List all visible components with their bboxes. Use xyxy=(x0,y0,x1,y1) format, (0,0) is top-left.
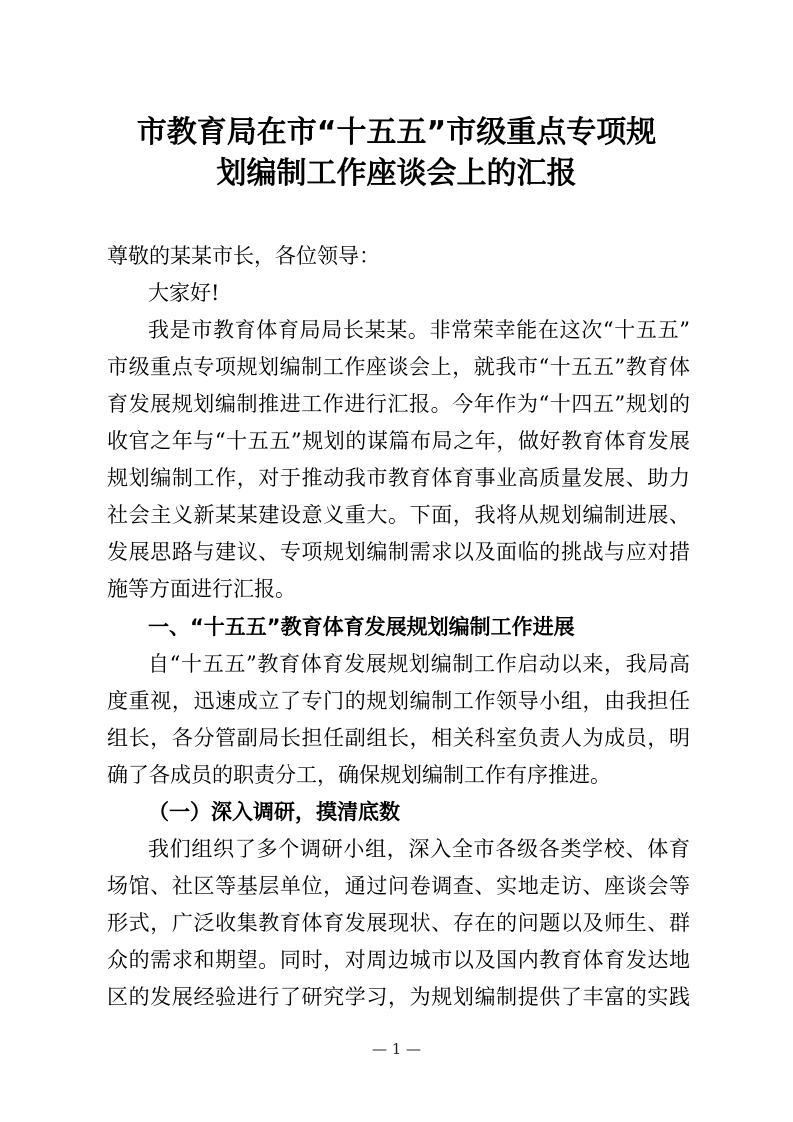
document-title-line-2: 划编制工作座谈会上的汇报 xyxy=(216,156,577,191)
paragraph-line: 市级重点专项规划编制工作座谈会上，就我市“十五五”教育体 xyxy=(107,355,690,379)
paragraph-line: 度重视，迅速成立了专门的规划编制工作领导小组，由我担任 xyxy=(107,689,690,713)
paragraph-line: 我们组织了多个调研小组，深入全市各级各类学校、体育 xyxy=(148,837,690,861)
paragraph-line: 场馆、社区等基层单位，通过问卷调查、实地走访、座谈会等 xyxy=(107,874,690,898)
paragraph-line: 众的需求和期望。同时，对周边城市以及国内教育体育发达地 xyxy=(107,948,690,972)
paragraph-line: 施等方面进行汇报。 xyxy=(107,577,296,601)
paragraph-line: 我是市教育体育局局长某某。非常荣幸能在这次“十五五” xyxy=(148,318,690,342)
salutation: 尊敬的某某市长，各位领导： xyxy=(107,244,380,268)
page-number: — 1 — xyxy=(371,1040,422,1058)
paragraph-line: 确了各成员的职责分工，确保规划编制工作有序推进。 xyxy=(107,763,611,787)
paragraph-line: 社会主义新某某建设意义重大。下面，我将从规划编制进展、 xyxy=(107,503,690,527)
paragraph-line: 自“十五五”教育体育发展规划编制工作启动以来，我局高 xyxy=(148,652,690,676)
subsection-heading-1: （一）深入调研，摸清底数 xyxy=(148,800,400,824)
document-title-line-1: 市教育局在市“十五五”市级重点专项规 xyxy=(136,115,657,150)
paragraph-line: 收官之年与“十五五”规划的谋篇布局之年，做好教育体育发展 xyxy=(107,429,690,453)
section-heading-1: 一、“十五五”教育体育发展规划编制工作进展 xyxy=(148,615,575,639)
paragraph-line: 组长，各分管副局长担任副组长，相关科室负责人为成员，明 xyxy=(107,726,690,750)
paragraph-line: 形式，广泛收集教育体育发展现状、存在的问题以及师生、群 xyxy=(107,911,690,935)
greeting: 大家好! xyxy=(148,281,220,305)
paragraph-line: 区的发展经验进行了研究学习，为规划编制提供了丰富的实践 xyxy=(107,985,690,1009)
paragraph-line: 发展思路与建议、专项规划编制需求以及面临的挑战与应对措 xyxy=(107,540,690,564)
paragraph-line: 育发展规划编制推进工作进行汇报。今年作为“十四五”规划的 xyxy=(107,392,690,416)
paragraph-line: 规划编制工作，对于推动我市教育体育事业高质量发展、助力 xyxy=(107,466,690,490)
